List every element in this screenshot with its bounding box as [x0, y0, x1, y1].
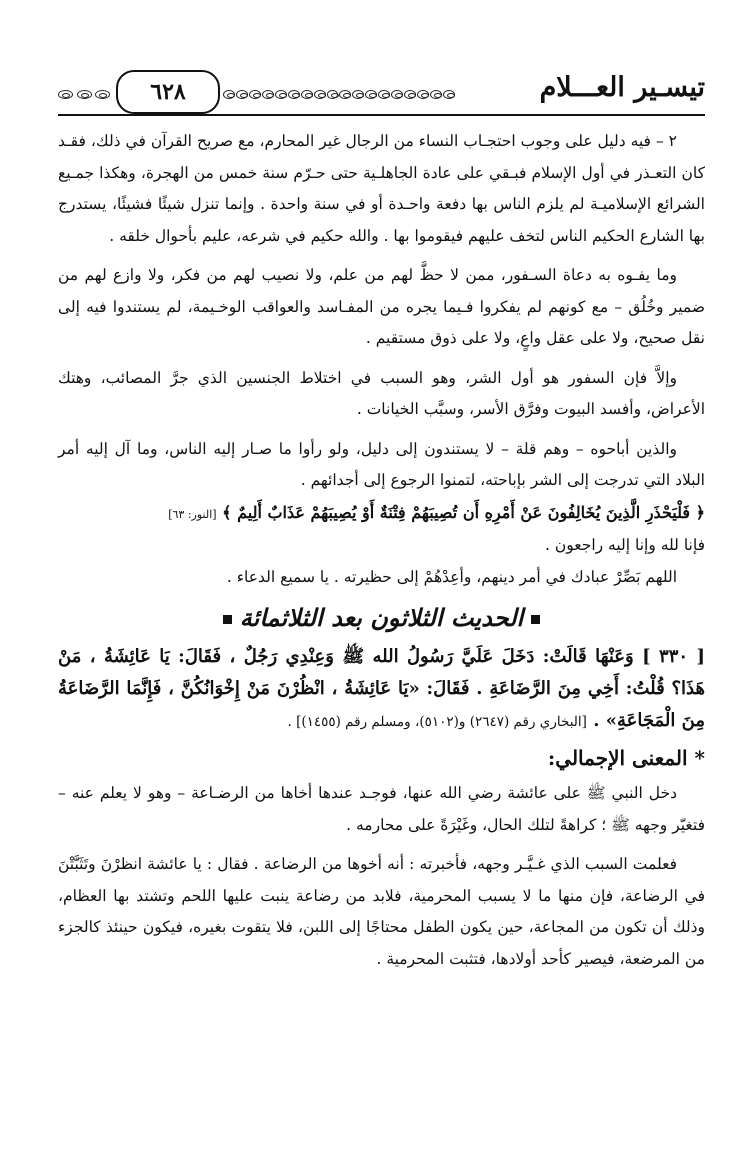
paragraph: والذين أباحوه – وهم قلة – لا يستندون إلى دليل، ولو رأوا ما صـار إليه الناس، وما آل إليه أمر البلاد التي تدرجت إلى الشر بإباحته، لتمنوا الرجوع إلى أجدائهم .	[58, 439, 705, 489]
hadith	[58, 641, 705, 738]
paragraph: وإلاَّ فإن السفور هو أول الشر، وهو السبب في اختلاط الجنسين الذي جرَّ المصائب، وهتك الأعراض، وأفسد البيوت وفرَّق الأسر، وسبَّب الخيانات .	[58, 368, 705, 418]
square-bullet-icon	[531, 615, 540, 624]
section-heading	[58, 599, 705, 637]
book-title: تيسـير العـــلام	[539, 72, 705, 103]
paragraph: ٢ – فيه دليل على وجوب احتجـاب النساء من الرجال غير المحارم، مع صريح القرآن في ذلك، فقـد كان التعـذر في أول الإسلام فبـقي على عادة الجاهلـية حتى حـرّم سنة خمس من الهجرة، وهكذا جمـيع الشرائع الإسلاميـة لم يلزم الناس بها دفعة واحـدة أو في سنة واحدة . وإنما تنزل شيئًا فشيئًا، يستدرج بها الشارع الحكيم الناس لتخف عليهم فيقوموا بها . والله حكيم في شرعه، عليم بأحوال خلقه .	[58, 132, 705, 245]
paragraph: فعلمت السبب الذي غـيَّـر وجهه، فأخبرته : أنه أخوها من الرضاعة . فقال : يا عائشة انظرْنَ وتَثَبَّتْنَ في الرضاعة، فإن منها ما لا يسبب المحرمية، فلابد من رضاعة ينبت عليها اللحم وتشتد بها العظام، وذلك أن تكون من المجاعة، حين يكون الطفل محتاجًا إلى اللبن، فلا يتقوت بغيره، فيكون حينئذ كالجزء من المرضعة، فيصير كأحد أولادها، فتثبت المحرمية .	[58, 855, 705, 968]
quran-reference: [النور: ٦٣]	[168, 507, 217, 521]
square-bullet-icon	[223, 615, 232, 624]
hadith-source: [البخاري رقم (٢٦٤٧) و(٥١٠٢)، ومسلم رقم (١٤٥٥)] .	[287, 714, 587, 730]
ornament-border	[223, 90, 455, 99]
header-rule	[58, 114, 705, 116]
closing-line: فإنا لله وإنا إليه راجعون .	[545, 536, 705, 554]
subheading: * المعنى الإجمالي:	[547, 746, 705, 770]
page-content	[58, 126, 705, 975]
supplication-line: اللهم بَصِّرْ عبادك في أمر دينهم، وأعِدْهُمْ إلى حظيرته . يا سميع الدعاء .	[226, 567, 677, 586]
ornament-border-small	[58, 90, 110, 99]
book-page	[58, 68, 705, 1166]
section-heading-text: الحديث الثلاثون بعد الثلاثمائة	[239, 603, 524, 632]
paragraph: دخل النبي ﷺ على عائشة رضي الله عنها، فوجـد عندها أخاها من الرضـاعة – وهو لا يعلم عنه – فتغيّر وجهه ﷺ ؛ كراهةً لتلك الحال، وغَيْرَةً على محارمه .	[58, 784, 705, 834]
page-number: ٦٢٨	[116, 70, 220, 114]
page-header	[58, 68, 705, 126]
hadith-text: [ ٣٣٠ ] وَعَنْهَا قَالَتْ: دَخَلَ عَلَيَّ رَسُولُ الله ﷺ وَعِنْدِي رَجُلٌ ، فَقَالَ: يَا عَائِشَةُ ، مَنْ هَذَا؟ قُلْتُ: أَخِي مِنَ الرَّضَاعَةِ . فَقَالَ: «يَا عَائِشَةُ ، انْظُرْنَ مَنْ إِخْوَانُكُنَّ ، فَإِنَّمَا الرَّضَاعَةُ مِنَ الْمَجَاعَةِ» .	[58, 646, 705, 731]
paragraph: وما يفـوه به دعاة السـفور، ممن لا حظَّ لهم من علم، ولا نصيب لهم من فكر، ولا وازع لهم من ضمير وخُلُق – مع كونهم لم يفكروا فـيما يجره من المفـاسد والعواقب الوخـيمة، لم يستندوا فيه إلى نقل صحيح، ولا على عقل واعٍ، ولا على ذوق مستقيم .	[58, 266, 705, 347]
quran-verse	[58, 497, 705, 531]
quran-verse-text: ﴿ فَلْيَحْذَرِ الَّذِينَ يُخَالِفُونَ عَنْ أَمْرِهِ أَن تُصِيبَهُمْ فِتْنَةٌ أَوْ يُصِيبَهُمْ عَذَابٌ أَلِيمٌ ﴾	[222, 502, 705, 522]
